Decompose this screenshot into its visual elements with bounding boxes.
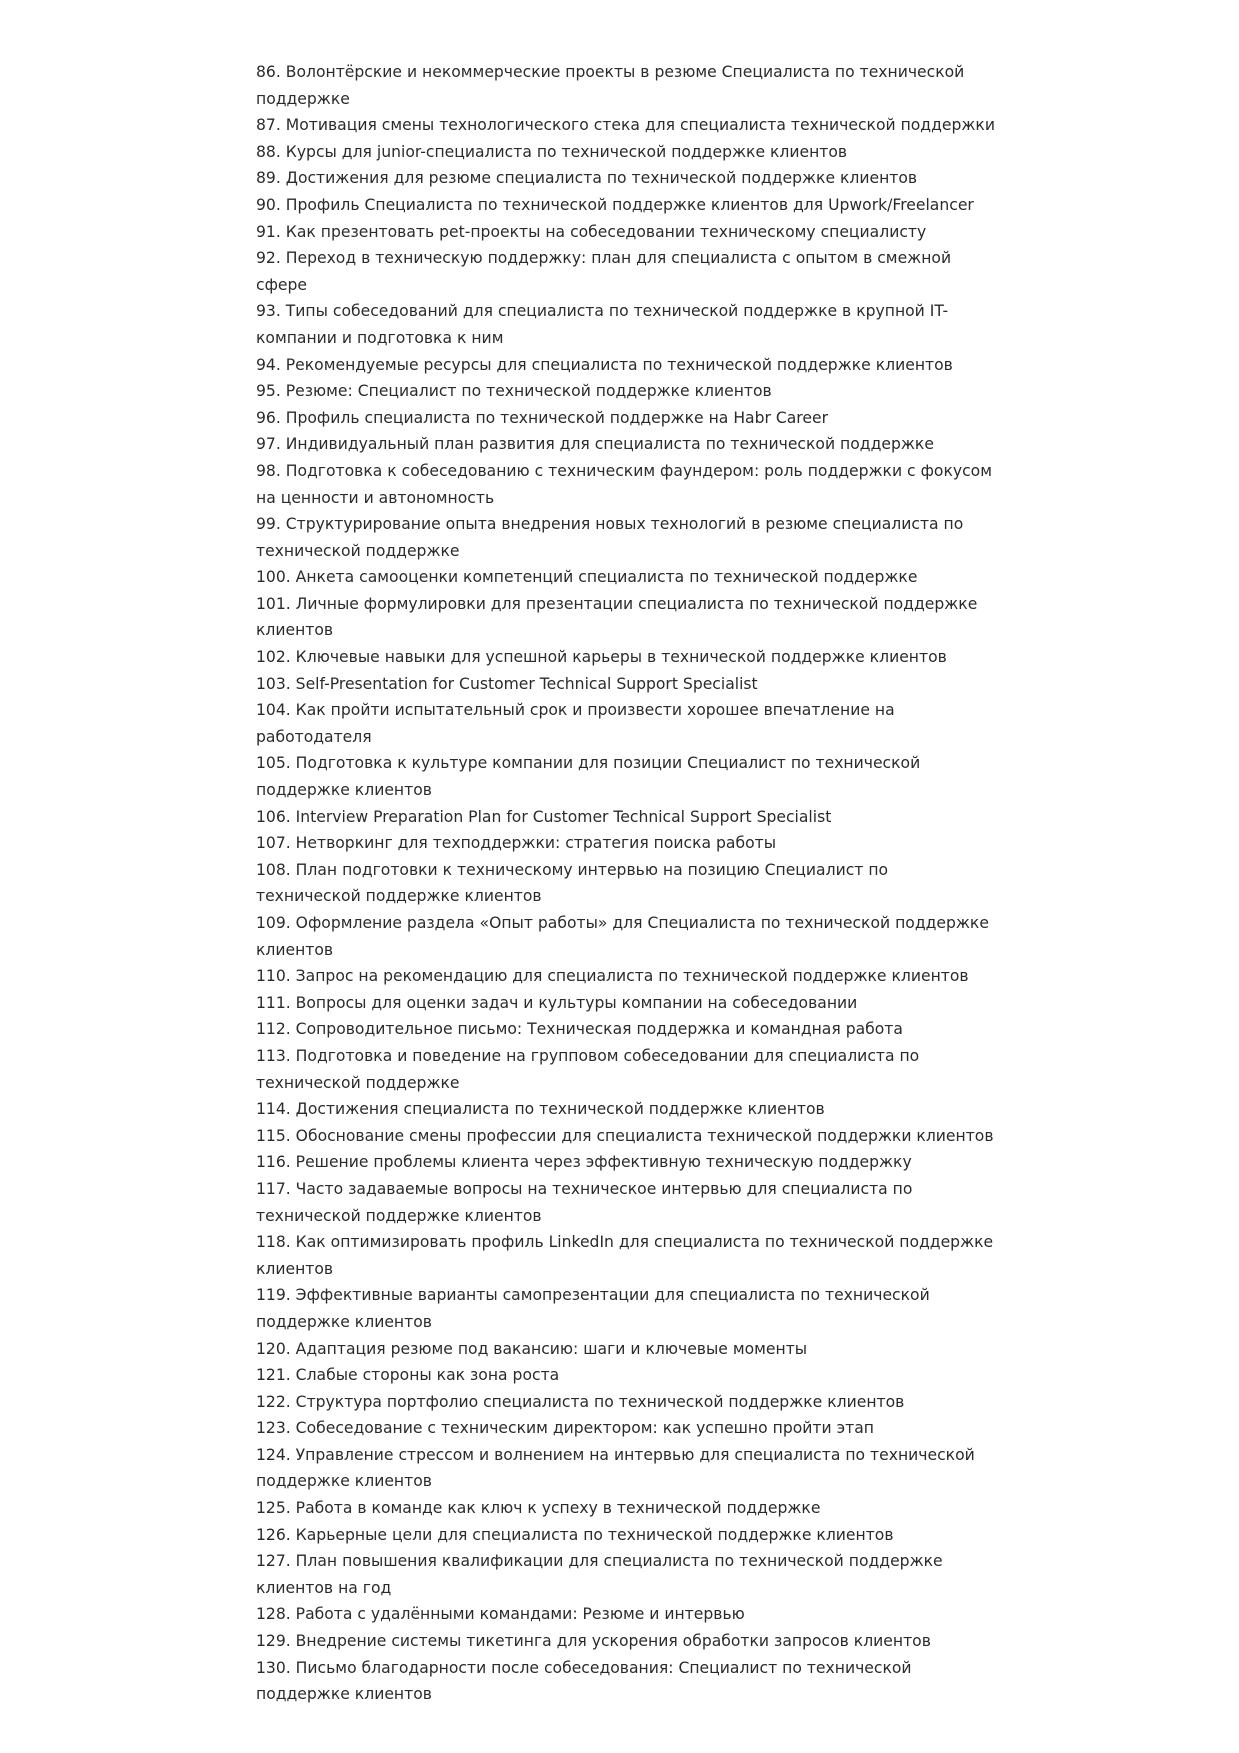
list-item: 95. Резюме: Специалист по технической поддержке клиентов [256, 382, 772, 401]
list-item: 120. Адаптация резюме под вакансию: шаги и ключевые моменты [256, 1339, 808, 1358]
list-item: 90. Профиль Специалиста по технической поддержке клиентов для Upwork/Freelancer [256, 195, 974, 214]
list-item: 104. Как пройти испытательный срок и произвести хорошее впечатление на работодателя [256, 701, 895, 746]
list-item: 86. Волонтёрские и некоммерческие проекты в резюме Специалиста по технической поддержке [256, 63, 965, 108]
list-item: 118. Как оптимизировать профиль LinkedIn для специалиста по технической поддержке клиентов [256, 1233, 994, 1278]
list-item: 112. Сопроводительное письмо: Техническая поддержка и командная работа [256, 1020, 903, 1039]
list-item: 126. Карьерные цели для специалиста по технической поддержке клиентов [256, 1525, 894, 1544]
list-item: 106. Interview Preparation Plan for Customer Technical Support Specialist [256, 807, 832, 826]
list-item: 101. Личные формулировки для презентации специалиста по технической поддержке клиентов [256, 594, 978, 640]
list-item: 117. Часто задаваемые вопросы на техническое интервью для специалиста по технической поддержке клиентов [256, 1179, 913, 1225]
list-item: 97. Индивидуальный план развития для специалиста по технической поддержке [256, 435, 934, 454]
list-item: 87. Мотивация смены технологического стека для специалиста технической поддержки [256, 116, 995, 135]
list-item: 130. Письмо благодарности после собеседования: Специалист по технической поддержке клиентов [256, 1658, 912, 1704]
list-item: 91. Как презентовать pet-проекты на собеседовании техническому специалисту [256, 222, 927, 241]
list-item: 111. Вопросы для оценки задач и культуры компании на собеседовании [256, 993, 858, 1012]
list-item: 122. Структура портфолио специалиста по технической поддержке клиентов [256, 1392, 905, 1411]
list-item: 102. Ключевые навыки для успешной карьеры в технической поддержке клиентов [256, 648, 947, 667]
list-item: 123. Собеседование с техническим директором: как успешно пройти этап [256, 1419, 874, 1438]
list-item: 88. Курсы для junior-специалиста по технической поддержке клиентов [256, 142, 848, 161]
list-item: 94. Рекомендуемые ресурсы для специалиста по технической поддержке клиентов [256, 355, 953, 374]
list-item: 92. Переход в техническую поддержку: план для специалиста с опытом в смежной сфере [256, 249, 952, 294]
list-item: 98. Подготовка к собеседованию с техническим фаундером: роль поддержки с фокусом на ценности и автономность [256, 461, 992, 507]
list-item: 127. План повышения квалификации для специалиста по технической поддержке клиентов на год [256, 1552, 943, 1597]
list-item: 108. План подготовки к техническому интервью на позицию Специалист по технической поддержке клиентов [256, 860, 889, 906]
list-item: 121. Слабые стороны как зона роста [256, 1366, 560, 1385]
list-item: 99. Структурирование опыта внедрения новых технологий в резюме специалиста по технической поддержке [256, 515, 964, 560]
list-item: 119. Эффективные варианты самопрезентации для специалиста по технической поддержке клиентов [256, 1286, 930, 1331]
list-item: 105. Подготовка к культуре компании для позиции Специалист по технической поддержке клиентов [256, 754, 921, 800]
list-item: 114. Достижения специалиста по технической поддержке клиентов [256, 1100, 825, 1119]
list-item: 115. Обоснование смены профессии для специалиста технической поддержки клиентов [256, 1126, 994, 1145]
list-item: 109. Оформление раздела «Опыт работы» для Специалиста по технической поддержке клиентов [256, 914, 989, 959]
list-item: 93. Типы собеседований для специалиста по технической поддержке в крупной IT-компании и подготовка к ним [256, 302, 949, 347]
list-item: 129. Внедрение системы тикетинга для ускорения обработки запросов клиентов [256, 1632, 931, 1651]
list-item: 89. Достижения для резюме специалиста по технической поддержке клиентов [256, 169, 918, 188]
list-item: 96. Профиль специалиста по технической поддержке на Habr Career [256, 408, 828, 427]
list-item: 103. Self-Presentation for Customer Technical Support Specialist [256, 674, 758, 693]
list-item: 113. Подготовка и поведение на групповом собеседовании для специалиста по технической поддержке [256, 1046, 920, 1092]
list-item: 107. Нетворкинг для техподдержки: стратегия поиска работы [256, 834, 777, 853]
list-item: 128. Работа с удалёнными командами: Резюме и интервью [256, 1605, 745, 1624]
topic-list [256, 59, 996, 1708]
document-page [256, 59, 996, 1708]
list-item: 125. Работа в команде как ключ к успеху в технической поддержке [256, 1499, 821, 1518]
list-item: 124. Управление стрессом и волнением на интервью для специалиста по технической поддержке клиентов [256, 1445, 975, 1491]
list-item: 116. Решение проблемы клиента через эффективную техническую поддержку [256, 1153, 912, 1172]
list-item: 110. Запрос на рекомендацию для специалиста по технической поддержке клиентов [256, 967, 969, 986]
list-item: 100. Анкета самооценки компетенций специалиста по технической поддержке [256, 568, 918, 587]
